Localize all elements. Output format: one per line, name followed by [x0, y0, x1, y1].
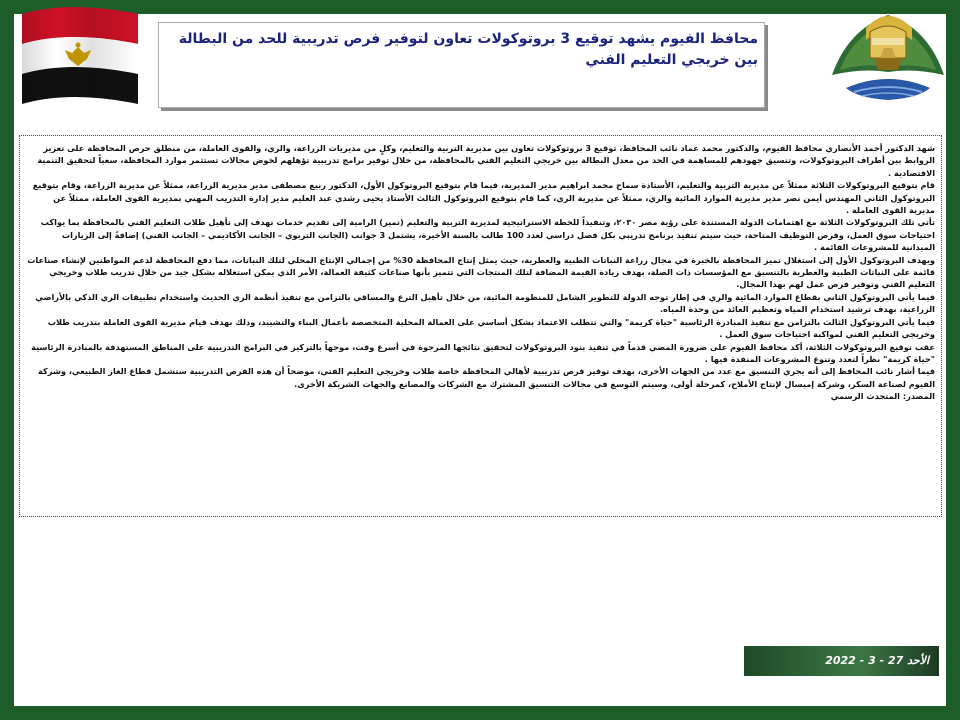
governorate-logo-icon — [818, 0, 960, 115]
publish-date: الأحد 27 - 3 - 2022 — [825, 654, 929, 667]
article-box — [19, 135, 942, 517]
article-body — [26, 142, 935, 403]
article-paragraph: قام بتوقيع البروتوكولات الثلاثة ممثلاً عن مديرية التربية والتعليم، الأستاذة سماح محمد ابراهيم مدير المديرية، فيما قام بتوقيع البروتوكول الأول، الدكتور ربيع مصطفى مدير مديرية الزراعة، ممثلاً عن مديرية الزراعة، وقام بتوقيع البروتوكول الثاني المهندس أيمن نصر مدير مديرية الموارد المائية والري، ممثلاً عن مديرية الري، كما قام بتوقيع البروتوكول الثالث الأستاذ يحيى رشدي عبد العليم مدير إدارة التدريب المهني بمديرية القوى العاملة، ممثلاً عن مديرية القوى العاملة . — [32, 180, 935, 216]
article-paragraph: فيما يأتي البروتوكول الثاني بقطاع الموارد المائية والري في إطار توجه الدولة للتطوير الشامل للمنظومة المائية، من خلال تأهيل الترع والمساقي بالتزامن مع تنفيذ أنظمة الري الحديث واستخدام تطبيقات الري الذكي بالأراضي الزراعية، بهدف ترشيد استخدام المياه وتعظيم العائد من وحدة المياه. — [35, 291, 935, 315]
article-paragraph: عقب توقيع البروتوكولات الثلاثة، أكد محافظ الفيوم على ضرورة المضي قدماً في تنفيذ بنود البروتوكولات لتحقيق نتائجها المرجوة في أسرع وقت، موجهاً بالتركيز في البرامج التدريبية على المناطق المستهدفة بالمبادرة الرئاسية "حياة كريمة" نظراً لتعدد وتنوع المشروعات المنفذة فيها . — [31, 341, 935, 364]
article-paragraph: فيما يأتي البروتوكول الثالث بالتزامن مع تنفيذ المبادرة الرئاسية "حياة كريمة" والتي تتطلب الاعتماد بشكل أساسي على العمالة المحلية المتخصصة بأعمال البناء والتشييد، وذلك بهدف قيام مديرية القوى العاملة بتدريب طلاب وخريجي التعليم الفني لمواكبة احتياجات سوق العمل . — [47, 316, 935, 340]
article-paragraph: ويهدف البروتوكول الأول إلى استغلال تميز المحافظة بالخبرة في مجال زراعة النباتات الطبية والعطرية، حيث يمثل إنتاج المحافظة 30% من إجمالي الإنتاج المحلي لتلك النباتات، مما دفع المحافظة لدعم المواطنين لإنشاء صناعات قائمة على النباتات الطبية والعطرية بالتنسيق مع المؤسسات ذات الصلة، بهدف زيادة القيمة المضافة لتلك المنتجات التي تتميز بأنها صناعات كثيفة العمالة، الأمر الذي يمكن استغلاله بشكل جيد من خلال تدريب طلاب وخريجي التعليم الفني وتوفير فرص عمل لهم بهذا المجال. — [27, 254, 935, 290]
date-bar — [744, 646, 939, 676]
article-source: المصدر: المتحدث الرسمي — [830, 391, 935, 402]
article-paragraph: فيما أشار نائب المحافظ إلى أنه يجري التنسيق مع عدد من الجهات الأخرى، بهدف توفير فرص تدريبية لأهالي المحافظة خاصة طلاب وخريجي التعليم الفني، موضحاً أن هذه الفرص التدريبية ستشمل قطاع الغاز الطبيعي، وشركة الفيوم لصناعة السكر، وشركة إميسال لإنتاج الأملاح، كمرحلة أولى، وسيتم التوسع في مجالات التنسيق المشترك مع الشركات والمصانع والجهات الشريكة الأخرى. — [38, 366, 935, 389]
headline: محافظ الفيوم يشهد توقيع 3 بروتوكولات تعاون لتوفير فرص تدريبية للحد من البطالة بين خريجي التعليم الفني — [178, 31, 758, 68]
egypt-flag-icon — [0, 0, 160, 120]
article-paragraph: تأتي تلك البروتوكولات الثلاثة مع اهتمامات الدولة المستندة على رؤية مصر ٢٠٣٠، وتنفيذاً للخطة الاستراتيجية لمديرية التربية والتعليم (تميز) الرامية إلى تقديم خدمات تهدف إلى تأهيل طلاب التعليم الفني بالمحافظة بما يواكب احتياجات سوق العمل، وفرص التوظيف المتاحة، حيث سيتم تنفيذ برنامج تدريبي بكل فصل دراسي لعدد 100 طالب بالسنة الأخيرة، يشتمل 3 جوانب (الجانب التربوي – الجانب الأكاديمي – الجانب الفني) إضافةً إلى الزيارات الميدانية للمشروعات القائمة . — [40, 217, 935, 253]
article-paragraph: شهد الدكتور أحمد الأنصاري محافظ الفيوم، والدكتور محمد عماد نائب المحافظ، توقيع 3 بروتوكولات تعاون بين مديرية التربية والتعليم، وكلٍ من مديريات الزراعة، والري، والقوى العاملة، من منطلق حرص المحافظة على تعزيز الروابط بين أطراف البروتوكولات، وتنسيق جهودهم للمساهمة في الحد من معدل البطالة بين خريجي التعليم الفني بالمحافظة، من خلال توفير برامج تدريبية تؤهلهم لخوض مجالات تستثمر موارد المحافظة، سعياً لتحقيق التنمية الاقتصادية . — [37, 143, 935, 178]
headline-box — [158, 22, 765, 108]
